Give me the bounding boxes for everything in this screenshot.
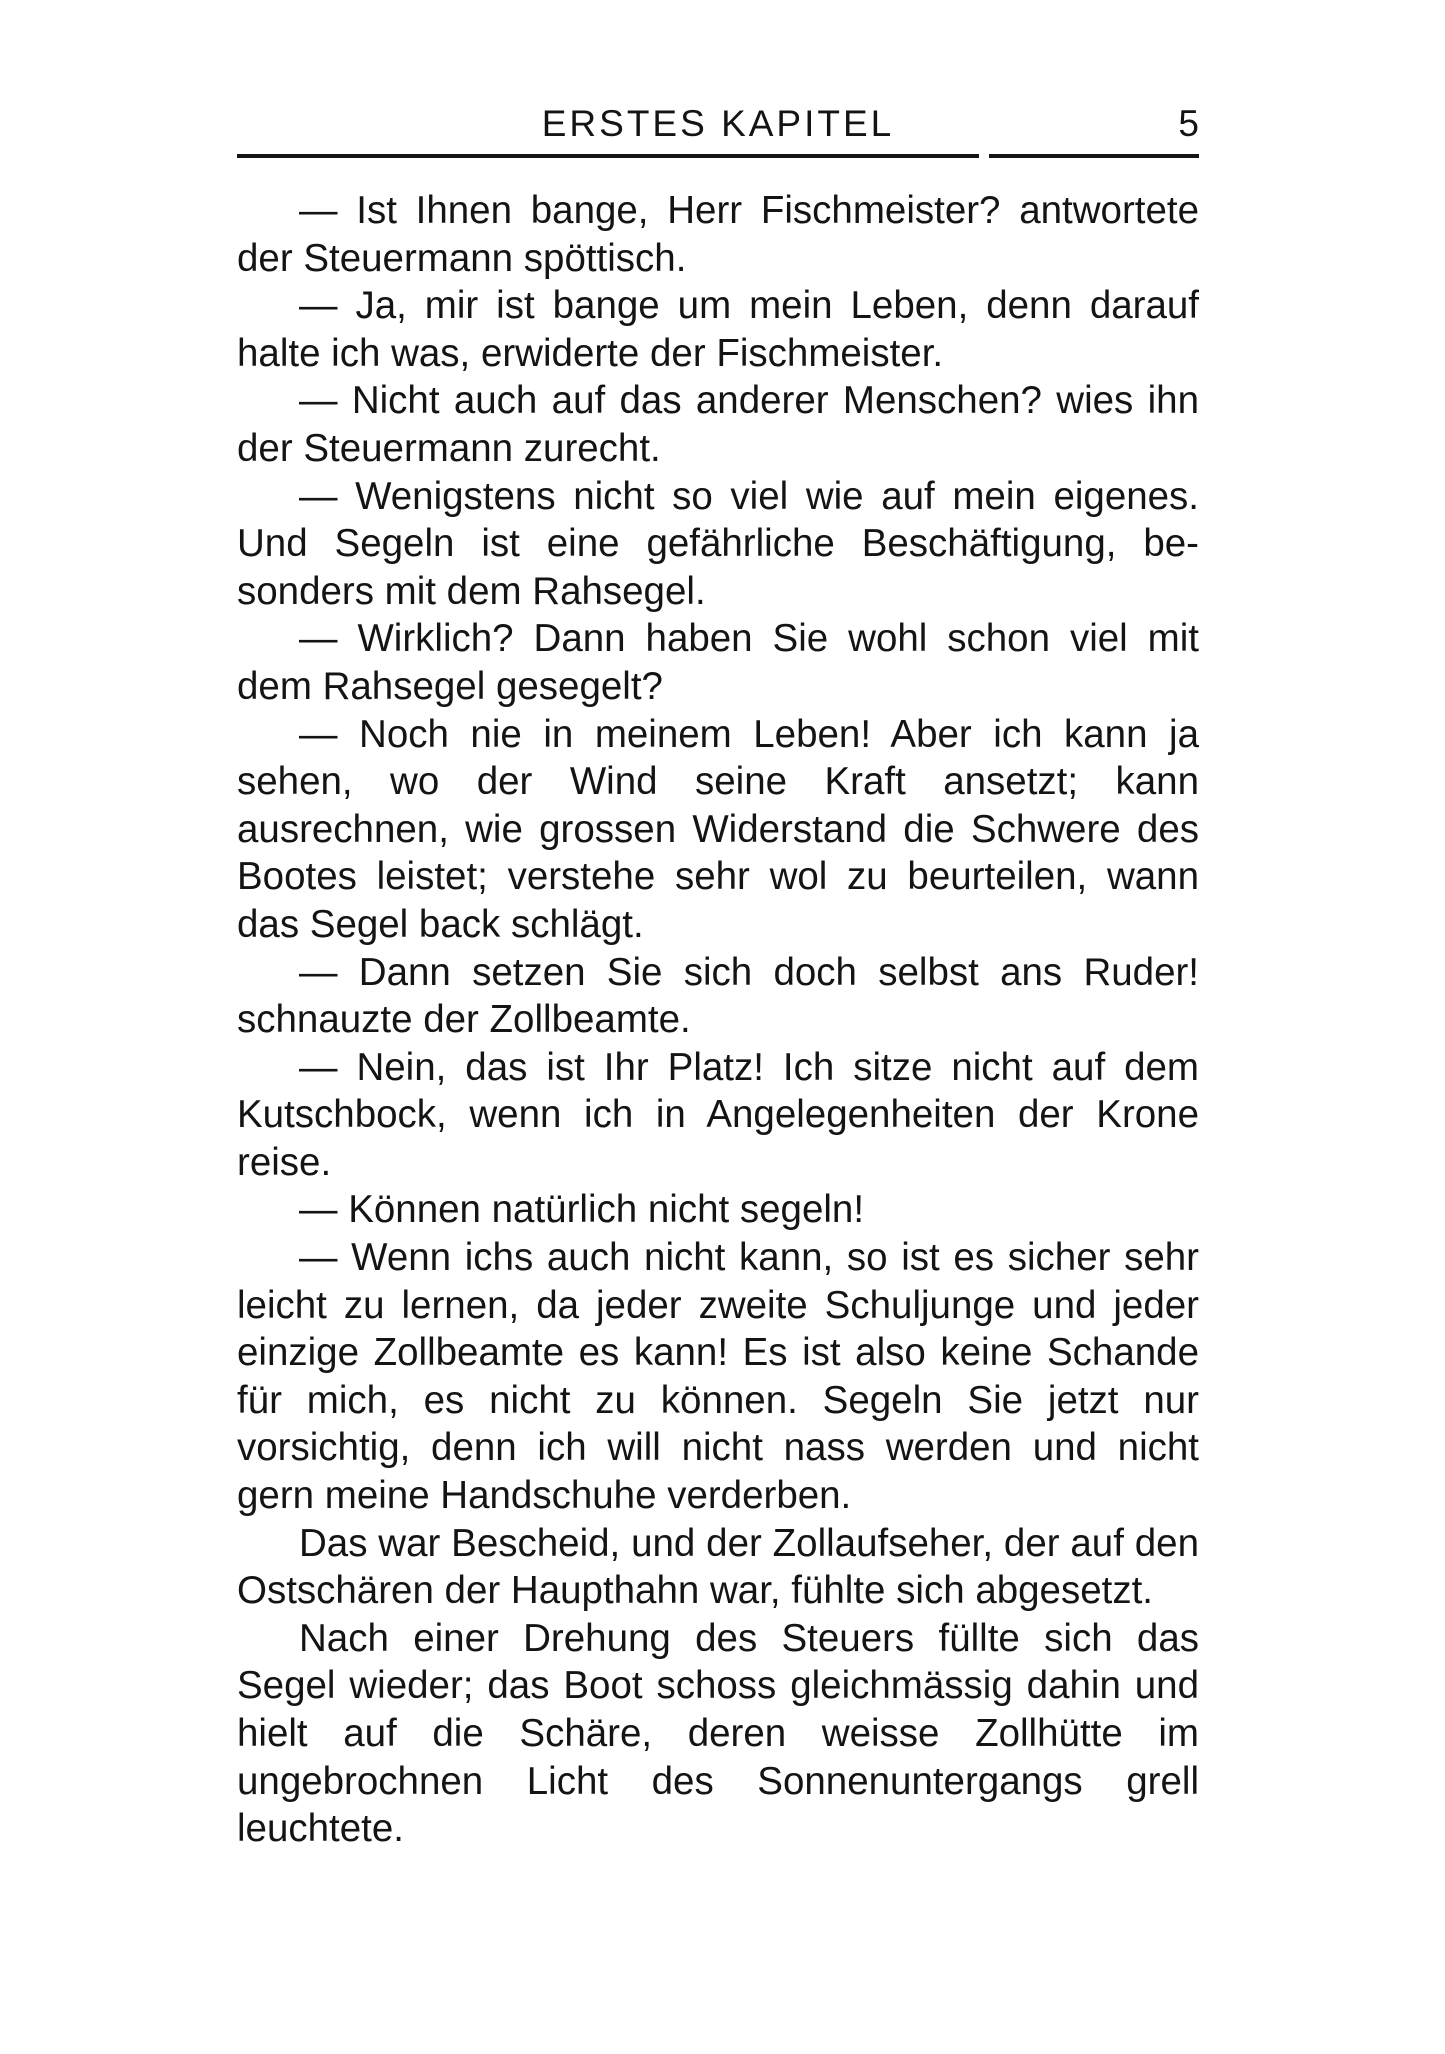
paragraph: — Wenn ichs auch nicht kann, so ist es sicher sehr leicht zu lernen, da jeder zweite Schuljunge und jeder einzige Zollbeamte es kann! Es ist also keine Schande für mich, es nicht zu können. Segeln Sie jetzt nur vorsichtig, denn ich will nicht nass werden und nicht gern meine Handschuhe verderben. <box>237 1236 1199 1518</box>
paragraph: — Dann setzen Sie sich doch selbst ans Ruder! schnauzte der Zollbeamte. <box>237 950 1199 1042</box>
paragraph: — Nein, das ist Ihr Platz! Ich sitze nicht auf dem Kutschbock, wenn ich in Angelegenheiten der Krone reise. <box>237 1045 1199 1184</box>
page-number: 5 <box>1178 103 1199 144</box>
header-rule-right <box>989 154 1199 158</box>
paragraph: — Ist Ihnen bange, Herr Fischmeister? antwortete der Steuermann spöttisch. <box>237 189 1199 280</box>
paragraph: — Wenigstens nicht so viel wie auf mein eigenes. Und Segeln ist eine gefährliche Beschäftigung, besonders mit dem Rahsegel. <box>237 474 1199 613</box>
paragraph: — Noch nie in meinem Leben! Aber ich kann ja sehen, wo der Wind seine Kraft ansetzt; kann ausrechnen, wie grossen Widerstand die Schwere des Bootes leistet; verstehe sehr wol zu beurteilen, wann das Segel back schlägt. <box>237 712 1199 946</box>
page-header <box>237 100 1199 156</box>
body-text <box>237 187 1199 1853</box>
running-title: ERSTES KAPITEL <box>541 103 895 144</box>
paragraph: — Wirklich? Dann haben Sie wohl schon viel mit dem Rahsegel gesegelt? <box>237 617 1199 708</box>
paragraph: — Ja, mir ist bange um mein Leben, denn darauf halte ich was, erwiderte der Fischmeister. <box>237 284 1199 375</box>
paragraph: — Können natürlich nicht segeln! <box>299 1188 865 1232</box>
paragraph: — Nicht auch auf das anderer Menschen? wies ihn der Steuermann zurecht. <box>237 379 1199 470</box>
paragraph: Nach einer Drehung des Steuers füllte sich das Segel wieder; das Boot schoss gleichmässig dahin und hielt auf die Schäre, deren weisse Zollhütte im ungebrochnen Licht des Sonnenuntergangs grell leuchtete. <box>237 1616 1199 1851</box>
paragraph: Das war Bescheid, und der Zollaufseher, der auf den Ostschären der Haupthahn war, fühlte sich abgesetzt. <box>237 1521 1199 1613</box>
header-rule-left <box>237 154 979 158</box>
